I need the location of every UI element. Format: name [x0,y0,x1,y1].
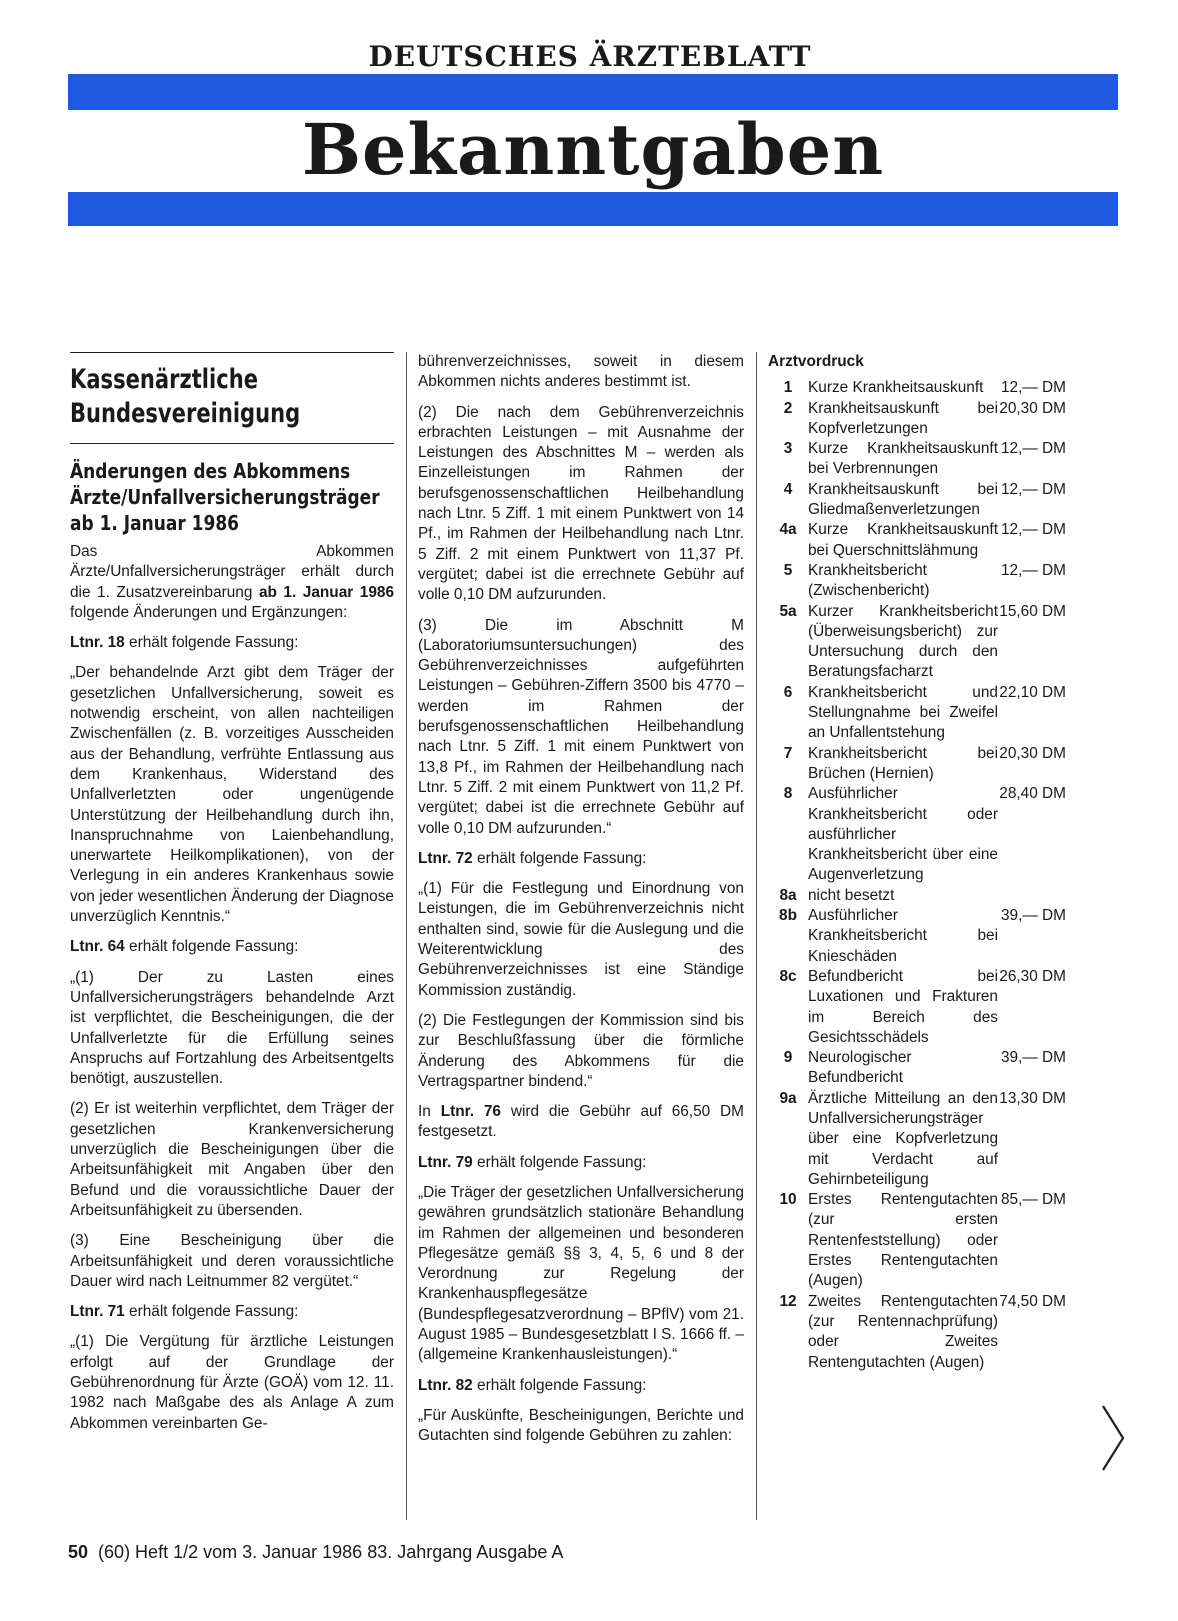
form-description: Krankheitsauskunft bei Gliedmaßenverletzungen [808,480,998,519]
fee-amount: 74,50 DM [999,1292,1066,1310]
form-description: Kurze Krankheitsauskunft bei Querschnittslähmung [808,521,998,559]
column-divider [406,352,407,1520]
fee-table [768,378,1086,1373]
form-number: 8c [779,967,797,985]
text: erhält folgende Fassung: [124,1303,299,1321]
fee-row [768,439,1086,480]
form-description: Ausführlicher Krankheitsbericht oder ausführlicher Krankheitsbericht über eine Augenverletzung [808,785,998,884]
fee-amount: 20,30 DM [999,744,1066,762]
text: folgende Änderungen und Ergänzungen: [70,603,348,621]
form-number: 12 [779,1292,797,1310]
form-number: 4 [783,480,793,498]
fee-table-heading: Arztvordruck [768,353,864,370]
form-number: 2 [783,399,793,417]
paragraph: „(1) Der zu Lasten eines Unfallversicherungsträgers behandelnde Arzt ist verpflichtet, die Bescheinigungen, die der Unfallverletzte für die Erfüllung seines Anspruchs auf Fortzahlung des Arbeitsentgelts benötigt, auszustellen. [70,968,394,1088]
form-number: 5a [779,602,797,620]
headline-line: Ärzte/Unfallversicherungsträger [70,485,380,509]
intro-paragraph [70,542,394,623]
form-description: Ausführlicher Krankheitsbericht bei Knieschäden [808,907,998,965]
fee-row [768,1089,1086,1190]
paragraph: bührenverzeichnisses, soweit in diesem Abkommen nichts anderes bestimmt ist. [418,353,744,391]
paragraph: (2) Er ist weiterhin verpflichtet, dem Träger der gesetzlichen Krankenversicherung unverzüglich die Bescheinigungen über die Arbeitsunfähigkeit mit Angaben über den Befund und die voraussichtliche Dauer der Arbeitsunfähigkeit zu übersenden. [70,1100,394,1219]
fee-amount: 85,— DM [1001,1191,1066,1209]
form-number: 8b [779,907,797,925]
form-number: 9a [779,1089,797,1107]
form-description: Befundbericht bei Luxationen und Frakturen im Bereich des Gesichtsschädels [808,967,998,1046]
ltnr-label: Ltnr. 64 [70,938,125,956]
ltnr-label: Ltnr. 79 [418,1153,473,1171]
form-description: Krankheitsauskunft bei Kopfverletzungen [808,399,998,437]
org-line: Kassenärztliche [70,364,259,395]
fee-row [768,1190,1086,1291]
fee-row [768,784,1086,885]
top-color-band [68,74,1118,110]
fee-row [768,378,1086,398]
fee-amount: 12,— DM [1001,440,1066,458]
text: erhält folgende Fassung: [472,1153,647,1171]
fee-amount: 12,— DM [1001,561,1066,579]
page-footer [68,1540,563,1564]
ltnr-heading [70,1302,394,1322]
fee-amount: 20,30 DM [999,399,1066,417]
paragraph: „Für Auskünfte, Bescheinigungen, Berichte und Gutachten sind folgende Gebühren zu zahlen: [418,1406,744,1445]
form-number: 10 [779,1191,797,1209]
fee-row [768,520,1086,561]
ltnr-label: Ltnr. 18 [70,634,125,652]
fee-row [768,1048,1086,1089]
date-bold: ab 1. Januar 1986 [258,583,394,601]
fee-amount: 39,— DM [1001,907,1066,925]
fee-amount: 12,— DM [1001,521,1066,539]
issue-info: (60) Heft 1/2 vom 3. Januar 1986 83. Jahrgang Ausgabe A [98,1542,564,1562]
form-description: Ärztliche Mitteilung an den Unfallversicherungsträger über eine Kopfverletzung mit Verdacht auf Gehirnbeteiligung [808,1089,998,1188]
column-3 [768,352,1086,1373]
ltnr-label: Ltnr. 76 [440,1103,501,1121]
form-description: Kurze Krankheitsauskunft [808,379,984,397]
paragraph: (3) Die im Abschnitt M (Laboratoriumsuntersuchungen) des Gebührenverzeichnisses aufgeführten Leistungen – Gebühren-Ziffern 3500 bis 4770 – werden im Rahmen der berufsgenossenschaftlichen Heilbehandlung nach Ltnr. 5 Ziff. 1 mit einem Punktwert von 13,8 Pf., im Rahmen der Heilbehandlung nach Ltnr. 5 Ziff. 2 mit einem Punktwert von 11,2 Pf. vergütet; dabei ist die errechnete Gebühr auf volle 0,10 DM aufzurunden.“ [418,616,744,837]
fee-amount: 22,10 DM [999,683,1066,701]
fee-row [768,602,1086,683]
ltnr-heading [70,633,394,653]
fee-row [768,683,1086,744]
form-number: 1 [783,379,793,397]
form-description: Krankheitsbericht (Zwischenbericht) [808,561,930,600]
article-headline [70,458,380,536]
paragraph: (2) Die Festlegungen der Kommission sind bis zur Beschlußfassung über die förmliche Änderung des Abkommens für die Vertragspartner bindend.“ [418,1011,744,1090]
form-number: 8 [783,785,793,803]
form-number: 6 [783,683,793,701]
continue-arrow-icon [1100,1404,1126,1472]
form-description: nicht besetzt [808,886,895,904]
paragraph: „Der behandelnde Arzt gibt dem Träger der gesetzlichen Unfallversicherung, soweit es notwendig erscheint, von allen nachteiligen Zwischenfällen (z. B. vorzeitiges Ausscheiden aus der Behandlung, verfrühte Entlassung aus dem Krankenhaus, Widerstand des Unfallverletzten oder ungenügende Unterstützung der Heilbehandlung durch ihn, Inanspruchnahme von Laienbehandlung, unerwartete Heilkomplikationen), von der Verlegung in ein anderes Krankenhaus sowie von jeder wesentlichen Änderung der Diagnose unverzüglich Kenntnis.“ [70,664,394,926]
rule [70,352,394,353]
column-2 [418,352,744,1457]
section-title: Bekanntgaben [301,108,885,191]
rule [70,443,394,444]
paragraph: (2) Die nach dem Gebührenverzeichnis erbrachten Leistungen – mit Ausnahme der Leistungen des Abschnittes M – werden als Einzelleistungen im Rahmen der berufsgenossenschaftlichen Heilbehandlung nach Ltnr. 5 Ziff. 1 mit einem Punktwert von 14 Pf., im Rahmen der Heilbehandlung nach Ltnr. 5 Ziff. 2 mit einem Punktwert von 11,37 Pf. vergütet; dabei ist die errechnete Gebühr auf volle 0,10 DM aufzurunden. [418,403,744,604]
text: erhält folgende Fassung: [124,634,299,652]
fee-row [768,480,1086,521]
column-1 [70,352,394,1444]
form-description: Erstes Rentengutachten (zur ersten Rentenfeststellung) oder Erstes Rentengutachten (Augen) [808,1191,998,1290]
headline-line: ab 1. Januar 1986 [70,511,240,535]
org-line: Bundesvereinigung [70,398,301,429]
ltnr-heading [418,1102,744,1143]
text: erhält folgende Fassung: [472,849,647,867]
form-number: 3 [783,440,793,458]
ltnr-heading [70,937,394,957]
fee-amount: 39,— DM [1001,1049,1066,1067]
bottom-color-band [68,192,1118,226]
paragraph: (3) Eine Bescheinigung über die Arbeitsunfähigkeit und deren voraussichtliche Dauer wird nach Leitnummer 82 vergütet.“ [70,1232,394,1290]
paragraph: „Die Träger der gesetzlichen Unfallversicherung gewähren grundsätzlich stationäre Behandlung im Rahmen der allgemeinen und besonderen Pflegesätze gemäß §§ 3, 4, 5, 6 und 8 der Verordnung zur Regelung der Krankenhauspflegesätze (Bundespflegesatzverordnung – BPflV) vom 21. August 1985 – Bundesgesetzblatt I S. 1666 ff. – (allgemeine Krankenhausleistungen).“ [418,1183,744,1364]
ltnr-label: Ltnr. 72 [418,849,473,867]
text: Das Abkommen Ärzte/Unfallversicherungsträger erhält durch die 1. Zusatzvereinbarung [70,543,394,601]
ltnr-heading [418,849,744,869]
fee-row [768,744,1086,785]
text: In [418,1103,441,1121]
form-number: 7 [783,744,793,762]
fee-row [768,906,1086,967]
text: erhält folgende Fassung: [124,938,299,956]
organization-name [70,363,323,431]
fee-row [768,399,1086,440]
text: wird die Gebühr auf 66,50 DM festgesetzt. [418,1103,744,1141]
fee-amount: 28,40 DM [999,785,1066,803]
headline-line: Änderungen des Abkommens [70,459,351,483]
text: erhält folgende Fassung: [472,1376,647,1394]
form-number: 8a [779,886,797,904]
form-description: Krankheitsbericht bei Brüchen (Hernien) [808,744,998,782]
ltnr-label: Ltnr. 82 [418,1376,473,1394]
fee-amount: 13,30 DM [999,1089,1066,1107]
fee-amount: 12,— DM [1001,480,1066,498]
form-number: 5 [783,561,793,579]
form-description: Kurzer Krankheitsbericht (Überweisungsbericht) zur Untersuchung durch den Beratungsfacharzt [808,602,998,681]
form-number: 4a [779,521,797,539]
fee-amount: 12,— DM [1001,379,1066,397]
fee-row [768,1292,1086,1373]
fee-amount: 15,60 DM [999,602,1066,620]
ltnr-label: Ltnr. 71 [70,1303,125,1321]
fee-row [768,967,1086,1048]
ltnr-heading [418,1153,744,1173]
form-description: Krankheitsbericht und Stellungnahme bei Zweifel an Unfallentstehung [808,683,998,742]
form-description: Kurze Krankheitsauskunft bei Verbrennungen [808,440,998,478]
masthead: DEUTSCHES ÄRZTEBLATT [368,40,812,73]
fee-row [768,561,1086,602]
ltnr-heading [418,1376,744,1396]
paragraph: „(1) Für die Festlegung und Einordnung von Leistungen, die im Gebührenverzeichnis nicht enthalten sind, sowie für die Auslegung und die Weiterentwicklung des Gebührenverzeichnisses ist eine Ständige Kommission zuständig. [418,880,744,999]
form-number: 9 [783,1049,793,1067]
column-divider [756,352,757,1520]
form-description: Zweites Rentengutachten (zur Rentennachprüfung) oder Zweites Rentengutachten (Augen) [808,1292,998,1371]
paragraph: „(1) Die Vergütung für ärztliche Leistungen erfolgt auf der Grundlage der Gebührenordnung für Ärzte (GOÄ) vom 12. 11. 1982 nach Maßgabe des als Anlage A zum Abkommen vereinbarten Ge- [70,1333,394,1432]
page-number: 50 [68,1542,89,1562]
fee-row [768,886,1086,906]
form-description: Neurologischer Befundbericht [808,1049,912,1087]
fee-amount: 26,30 DM [999,967,1066,985]
